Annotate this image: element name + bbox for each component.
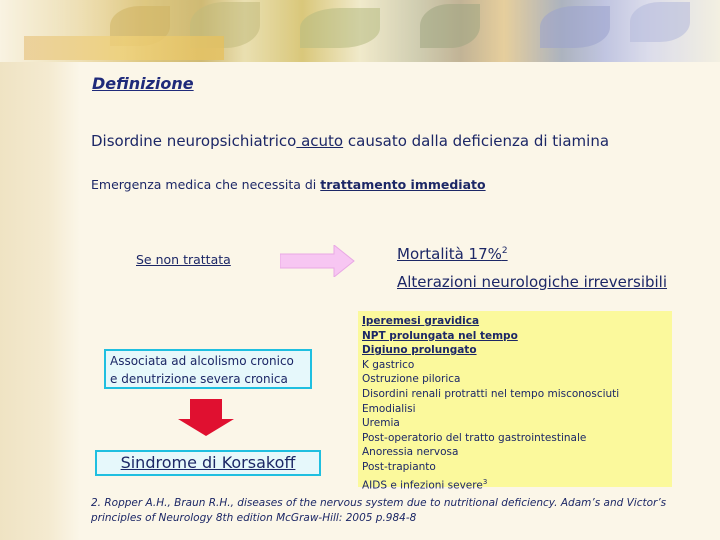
cause-highlighted: NPT prolungata nel tempo <box>362 329 518 342</box>
down-arrow-icon <box>176 399 236 437</box>
leaf-decoration <box>630 2 690 42</box>
mortality-text: Mortalità 17% <box>397 245 502 263</box>
cause-highlighted: Iperemesi gravidica <box>362 315 480 327</box>
cause-highlighted: Digiuno prolungato <box>362 344 477 357</box>
cause-last-text: AIDS e infezioni severe <box>362 479 483 492</box>
emergency-prefix: Emergenza medica che necessita di <box>91 177 321 192</box>
definition-acuto: acuto <box>296 132 344 150</box>
definition-line <box>91 132 609 150</box>
cause-item: Disordini renali protratti nel tempo misconosciuti <box>362 387 620 400</box>
reference-footnote <box>91 496 711 526</box>
definition-prefix: Disordine neuropsichiatrico <box>91 132 297 150</box>
cause-item: K gastrico <box>362 358 415 371</box>
causes-list-box <box>358 311 672 492</box>
leaf-decoration <box>420 4 480 48</box>
leaf-decoration <box>300 8 380 48</box>
cause-item: Post-operatorio del tratto gastrointestinale <box>362 431 587 444</box>
cause-item: Anoressia nervosa <box>362 446 459 459</box>
association-line-1: Associata ad alcolismo cronico <box>110 354 294 368</box>
right-arrow-icon <box>280 245 356 277</box>
footnote-line-2: principles of Neurology 8th edition McGraw-Hill: 2005 p.984-8 <box>91 512 417 524</box>
untreated-label: Se non trattata <box>136 252 231 267</box>
association-line-2: e denutrizione severa cronica <box>110 372 288 386</box>
syndrome-box: Sindrome di Korsakoff <box>95 450 321 476</box>
left-gradient-strip <box>0 0 80 540</box>
banner-accent-block <box>24 36 224 60</box>
mortality-outcome <box>397 245 508 263</box>
cause-item: Post-trapianto <box>362 460 436 473</box>
cause-last-reference: 3 <box>482 477 488 486</box>
emergency-line <box>91 177 486 192</box>
emergency-emphasis: trattamento immediato <box>320 177 486 192</box>
neurological-outcome: Alterazioni neurologiche irreversibili <box>397 273 668 291</box>
slide-title: Definizione <box>92 74 194 93</box>
cause-item-last <box>362 475 668 493</box>
mortality-reference: 2 <box>501 246 508 256</box>
definition-suffix: causato dalla deficienza di tiamina <box>343 132 610 150</box>
cause-item: Ostruzione pilorica <box>362 373 461 386</box>
cause-item: Uremia <box>362 417 400 430</box>
leaf-decoration <box>540 6 610 48</box>
association-box <box>104 349 312 389</box>
footnote-line-1: 2. Ropper A.H., Braun R.H., diseases of the nervous system due to nutritional deficiency. Adam’s and Victor’s <box>91 497 667 509</box>
cause-item: Emodialisi <box>362 402 416 415</box>
